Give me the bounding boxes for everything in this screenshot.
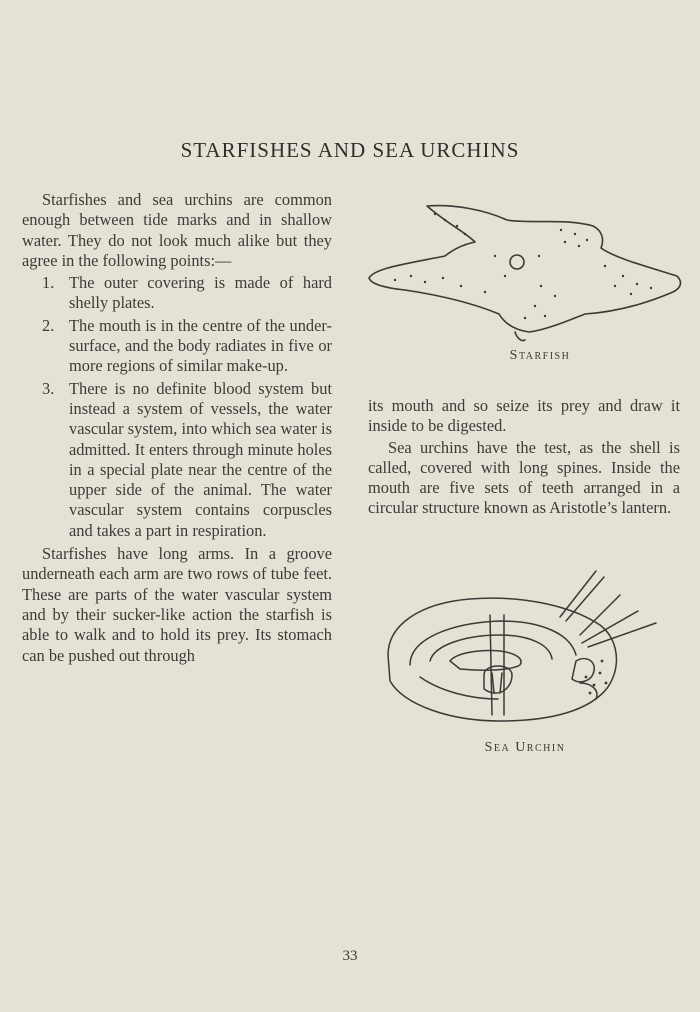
- list-item: [22, 273, 332, 314]
- right-column: [368, 396, 680, 519]
- list-item-number: 1.: [42, 273, 55, 293]
- list-item-text: The mouth is in the centre of the under-surface, and the body radiates in five or more regions of similar make-up.: [69, 315, 332, 376]
- starfish-paragraph: Starfishes have long arms. In a groove underneath each arm are two rows of tube feet. These are parts of the water vascular system and by their sucker-like action the starfish is able to walk and to hold its prey. Its stomach can be pushed out through: [22, 544, 332, 665]
- page-number: 33: [342, 948, 358, 964]
- list-item-text: The outer covering is made of hard shelly plates.: [69, 273, 332, 313]
- list-item-text: There is no definite blood system but instead a system of vessels, the water vascular system, into which sea water is admitted. It enters through minute holes in a special plate near the centre of the upper side of the animal. The water vascular system contains corpuscles and takes a part in respiration.: [69, 378, 332, 540]
- left-column: [22, 190, 332, 666]
- sea-urchin-illustration: [380, 565, 665, 735]
- page-title: STARFISHES AND SEA URCHINS: [180, 138, 520, 162]
- sea-urchin-caption: Sea Urchin: [484, 740, 566, 755]
- starfish-caption: Starfish: [509, 348, 571, 363]
- list-item-number: 2.: [42, 315, 55, 335]
- urchin-paragraph: Sea urchins have the test, as the shell is called, covered with long spines. Inside the mouth are five sets of teeth arranged in a circular structure known as Aristotle’s lantern.: [368, 437, 680, 518]
- points-list: [22, 273, 332, 541]
- starfish-illustration: [365, 196, 687, 346]
- intro-paragraph: Starfishes and sea urchins are common enough between tide marks and in shallow water. They do not look much alike but they agree in the following points:—: [22, 190, 332, 270]
- list-item: [22, 316, 332, 377]
- list-item: [22, 379, 332, 541]
- continuation-paragraph: its mouth and so seize its prey and draw it inside to be digested.: [368, 396, 680, 436]
- list-item-number: 3.: [42, 378, 55, 398]
